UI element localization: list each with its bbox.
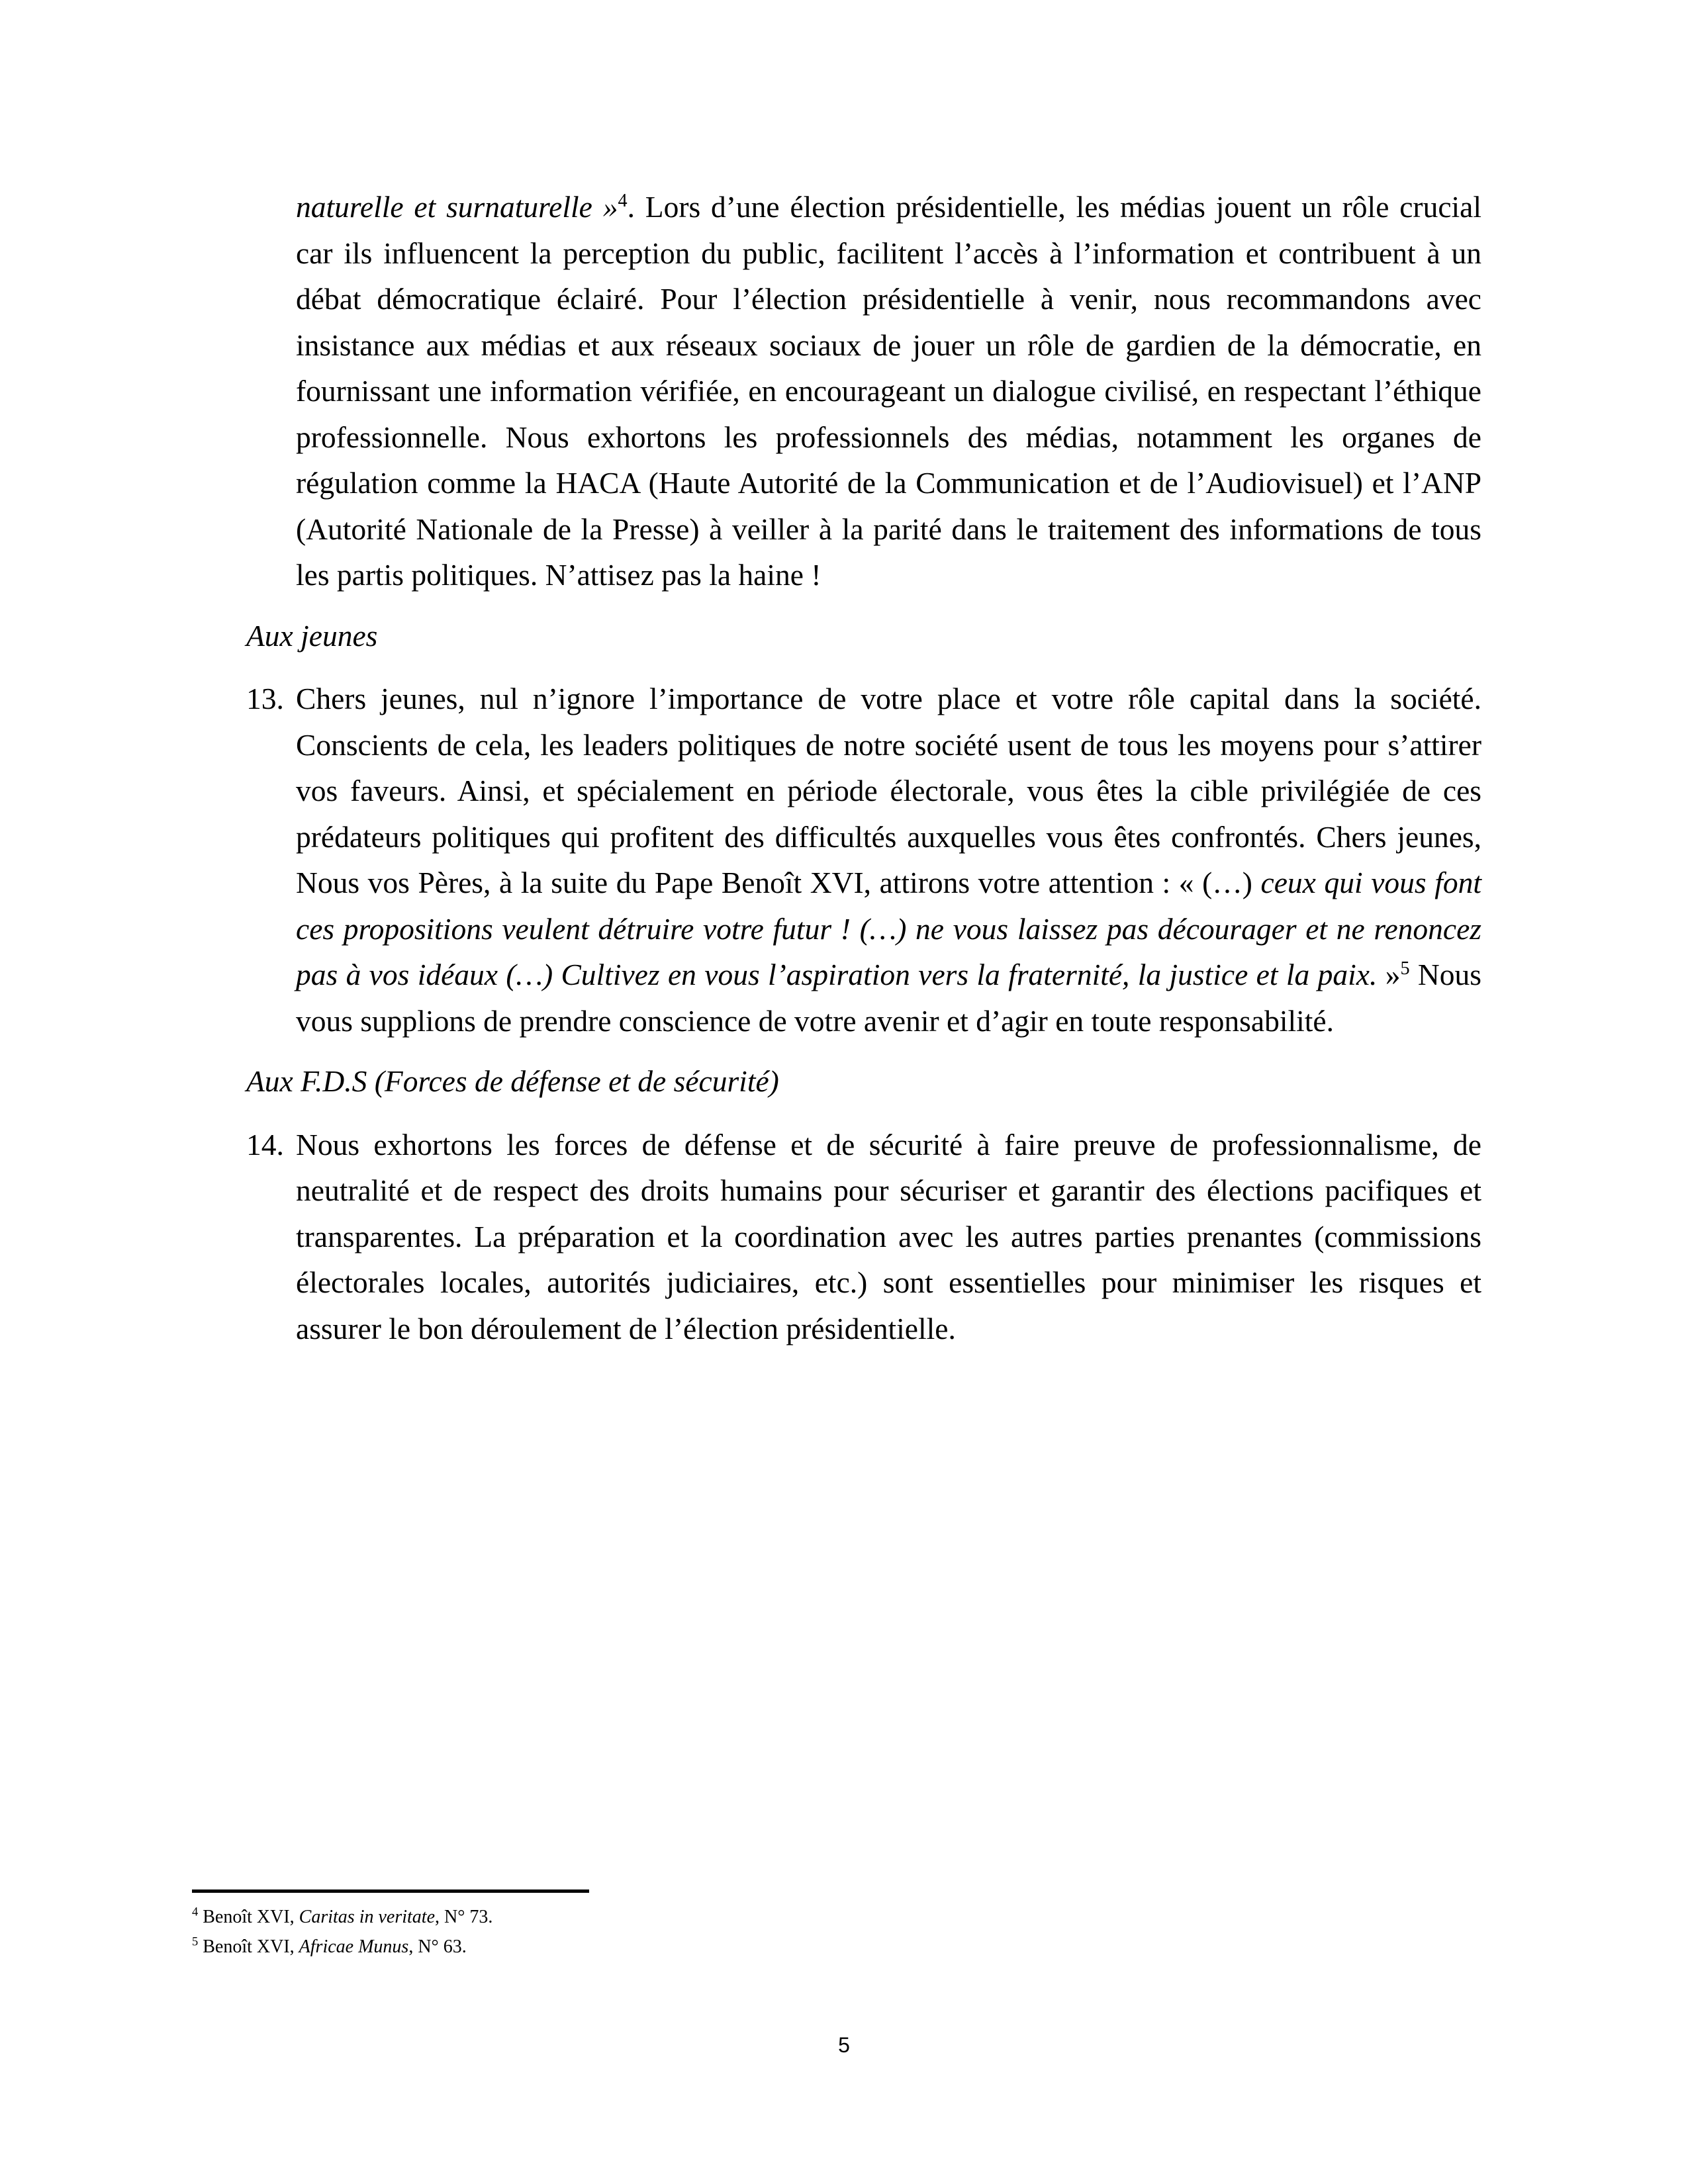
- section-heading-fds: Aux F.D.S (Forces de défense et de sécurité): [246, 1064, 779, 1098]
- footnote-5-reference: , N° 63.: [408, 1936, 467, 1957]
- list-item-13: [246, 659, 1481, 1044]
- page-body: [246, 184, 1481, 1351]
- list-item-13-text-after-quote: Nous vous supplions de prendre conscience de votre avenir et d’agir en toute responsabilité.: [296, 958, 1481, 1038]
- footnote-4: [192, 1902, 1483, 1932]
- page-number: 5: [838, 2033, 850, 2057]
- list-item-13-quote: ceux qui vous font ces propositions veulent détruire votre futur ! (…) ne vous laissez pas décourager et ne renoncez pas à vos idéaux (…) Cultivez en vous l’aspiration vers la fraternité, la justice et la paix.: [296, 866, 1481, 991]
- continued-paragraph-text: . Lors d’une élection présidentielle, les médias jouent un rôle crucial car ils influencent la perception du public, facilitent l’accès à l’information et contribuent à un débat démocratique éclairé. Pour l’élection présidentielle à venir, nous recommandons avec insistance aux médias et aux réseaux sociaux de jouer un rôle de gardien de la démocratie, en fournissant une information vérifiée, en encourageant un dialogue civilisé, en respectant l’éthique professionnelle. Nous exhortons les professionnels des médias, notamment les organes de régulation comme la HACA (Haute Autorité de la Communication et de l’Audiovisuel) et l’ANP (Autorité Nationale de la Presse) à veiller à la parité dans le traitement des informations de tous les partis politiques. N’attisez pas la haine !: [296, 190, 1482, 592]
- footnote-5-author: Benoît XVI,: [198, 1936, 299, 1957]
- list-item-13-number: 13.: [246, 682, 284, 715]
- footnote-ref-4[interactable]: 4: [618, 190, 628, 211]
- list-item-14-text: Nous exhortons les forces de défense et de sécurité à faire preuve de professionnalisme, de neutralité et de respect des droits humains pour sécuriser et garantir des élections pacifiques et transparentes. La préparation et la coordination avec les autres parties prenantes (commissions électorales locales, autorités judiciaires, etc.) sont essentielles pour minimiser les risques et assurer le bon déroulement de l’élection présidentielle.: [296, 1127, 1481, 1345]
- footnote-5-marker: 5: [192, 1934, 199, 1948]
- footnote-4-reference: , N° 73.: [435, 1907, 493, 1927]
- section-heading-youth: Aux jeunes: [246, 618, 378, 653]
- footnote-ref-5[interactable]: 5: [1400, 958, 1410, 979]
- continued-paragraph: [296, 184, 1481, 598]
- list-item-13-text-before-quote: Chers jeunes, nul n’ignore l’importance de votre place et votre rôle capital dans la société. Conscients de cela, les leaders politiques de notre société usent de tous les moyens pour s’attirer vos faveurs. Ainsi, et spécialement en période électorale, vous êtes la cible privilégiée de ces prédateurs politiques qui profitent des difficultés auxquelles vous êtes confrontés. Chers jeunes, Nous vos Pères, à la suite du Pape Benoît XVI, attirons votre attention : « (…): [296, 682, 1481, 899]
- footnote-4-work-title: Caritas in veritate: [299, 1907, 435, 1927]
- footnote-separator-rule: [192, 1889, 589, 1893]
- list-item-13-quote-close: »: [1385, 958, 1401, 991]
- footnote-area: [192, 1889, 1483, 1962]
- footnote-4-marker: 4: [192, 1905, 199, 1919]
- footnote-4-author: Benoît XVI,: [198, 1907, 299, 1927]
- list-item-14-number: 14.: [246, 1127, 284, 1161]
- footnote-5: [192, 1932, 1483, 1962]
- footnote-5-work-title: Africae Munus: [299, 1936, 409, 1957]
- continued-paragraph-italic-lead: naturelle et surnaturelle »: [296, 190, 618, 224]
- list-item-14: [246, 1105, 1481, 1352]
